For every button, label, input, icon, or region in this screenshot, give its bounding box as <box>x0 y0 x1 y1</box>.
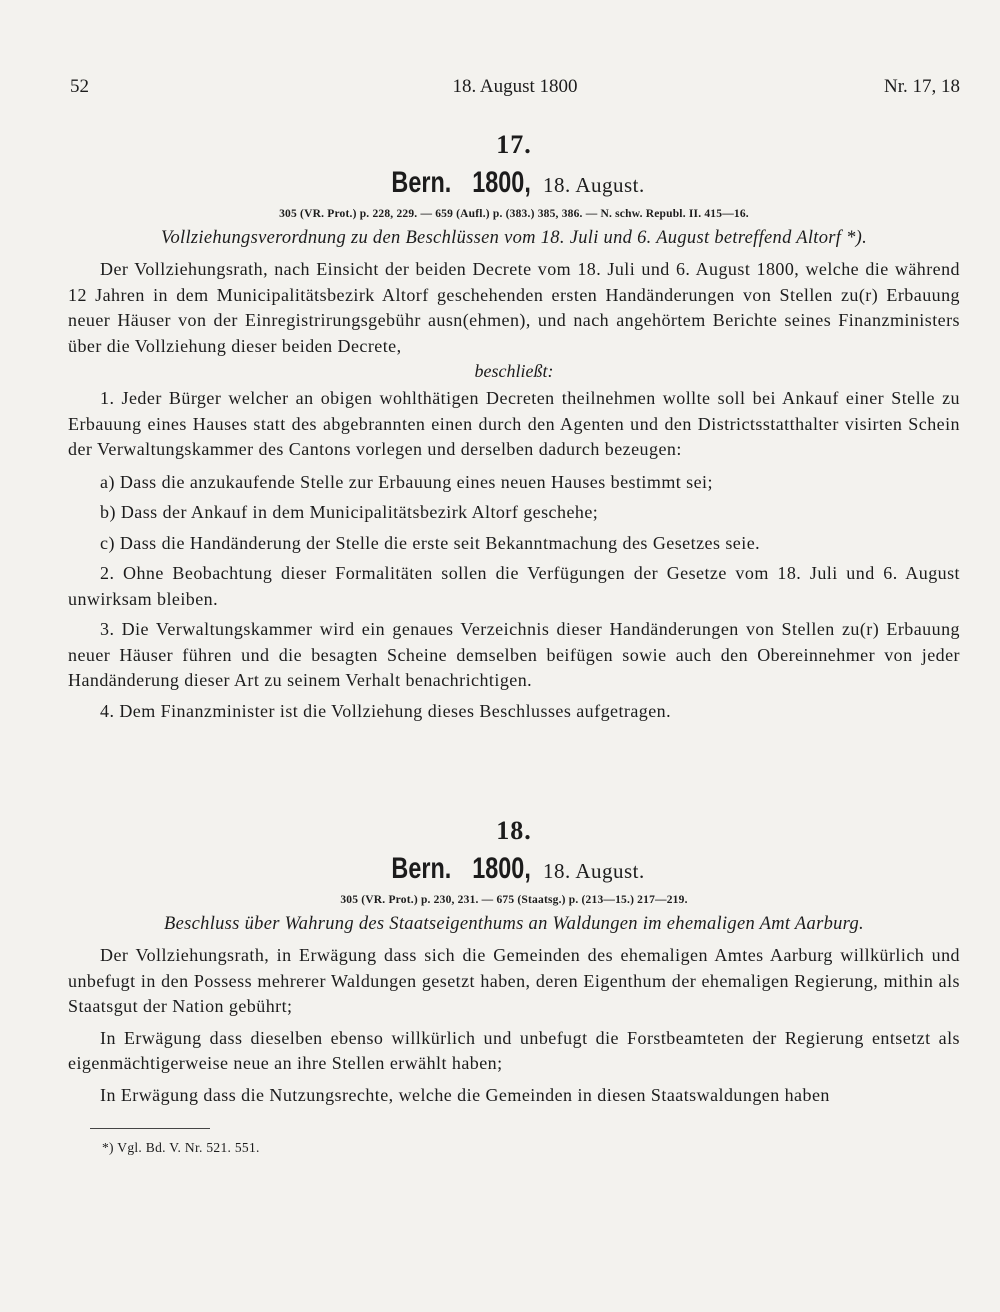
document-title: Vollziehungsverordnung zu den Beschlüssen vom 18. Juli und 6. August betreffend Altorf *). <box>160 228 868 248</box>
place-date-line <box>68 166 960 200</box>
page-number: 52 <box>70 76 89 97</box>
place-city: Bern. <box>391 166 452 199</box>
source-reference: 305 (VR. Prot.) p. 230, 231. — 675 (Staatsg.) p. (213—15.) 217—219. <box>340 894 688 906</box>
running-header <box>70 76 960 102</box>
article-4: 4. Dem Finanzminister ist die Vollziehung dieses Beschlusses aufgetragen. <box>100 700 672 721</box>
footnote-rule <box>90 1128 210 1129</box>
place-date: 18. August. <box>543 173 645 197</box>
consideration-2: In Erwägung dass dieselben ebenso willkürlich und unbefugt die Forstbeamteten der Regierung entsetzt als eigenmächtigerweise neue an ihre Stellen erwählt haben; <box>68 1027 960 1073</box>
document-17 <box>68 130 960 724</box>
preamble-paragraph: Der Vollziehungsrath, nach Einsicht der beiden Decrete vom 18. Juli und 6. August 1800, welche die während 12 Jahren in dem Municipalitätsbezirk Altorf geschehenden ersten Handänderungen von Stellen zu(r) Erbauung neuer Häuser von der Einregistrirungsgebühr ausn(ehmen), und nach angehörtem Berichte seines Finanzministers über die Vollziehung dieser beiden Decrete, <box>68 259 960 356</box>
header-numbers: Nr. 17, 18 <box>884 76 960 97</box>
place-city: Bern. <box>391 852 452 885</box>
document-title: Beschluss über Wahrung des Staatseigenthums an Waldungen im ehemaligen Amt Aarburg. <box>164 914 864 934</box>
place-date-line <box>68 852 960 886</box>
clause-b: b) Dass der Ankauf in dem Municipalitätsbezirk Altorf geschehe; <box>100 502 599 522</box>
document-18 <box>68 816 960 1108</box>
article-2: 2. Ohne Beobachtung dieser Formalitäten sollen die Verfügungen der Gesetze vom 18. Juli und 6. August unwirksam bleiben. <box>68 563 960 609</box>
clause-c: c) Dass die Handänderung der Stelle die erste seit Bekanntmachung des Gesetzes seie. <box>100 532 761 553</box>
footnote: *) Vgl. Bd. V. Nr. 521. 551. <box>102 1140 260 1155</box>
header-date: 18. August 1800 <box>452 76 578 97</box>
resolution-heading: beschließt: <box>474 361 554 381</box>
consideration-3: In Erwägung dass die Nutzungsrechte, welche die Gemeinden in diesen Staatswaldungen haben <box>100 1084 830 1105</box>
article-3: 3. Die Verwaltungskammer wird ein genaues Verzeichnis dieser Handänderungen von Stellen zu(r) Erbauung neuer Häuser führen und die besagten Scheine demselben beifügen sowie auch den Obereinnehmer von jeder Handänderung dieser Art zu seinem Verhalt benachrichtigen. <box>68 619 960 690</box>
document-number: 18. <box>496 816 532 845</box>
place-year: 1800, <box>472 852 531 885</box>
place-date: 18. August. <box>543 859 645 883</box>
consideration-1: Der Vollziehungsrath, in Erwägung dass sich die Gemeinden des ehemaligen Amtes Aarburg willkürlich und unbefugt in den Possess mehrerer Waldungen gesetzt haben, deren Eigenthum der ehemaligen Regierung, mithin als Staatsgut der Nation gebührt; <box>68 945 960 1016</box>
place-year: 1800, <box>472 166 531 199</box>
clause-a: a) Dass die anzukaufende Stelle zur Erbauung eines neuen Hauses bestimmt sei; <box>100 471 713 492</box>
source-reference: 305 (VR. Prot.) p. 228, 229. — 659 (Aufl.) p. (383.) 385, 386. — N. schw. Republ. II. 415—16. <box>279 208 749 220</box>
document-number: 17. <box>496 130 532 159</box>
article-1: 1. Jeder Bürger welcher an obigen wohlthätigen Decreten theilnehmen wollte soll bei Ankauf einer Stelle zu Erbauung eines Hauses statt des abgebrannten einen durch den Agenten und den Districtsstatthalter visirten Schein der Verwaltungskammer des Cantons vorlegen und derselben dadurch bezeugen: <box>68 388 960 459</box>
